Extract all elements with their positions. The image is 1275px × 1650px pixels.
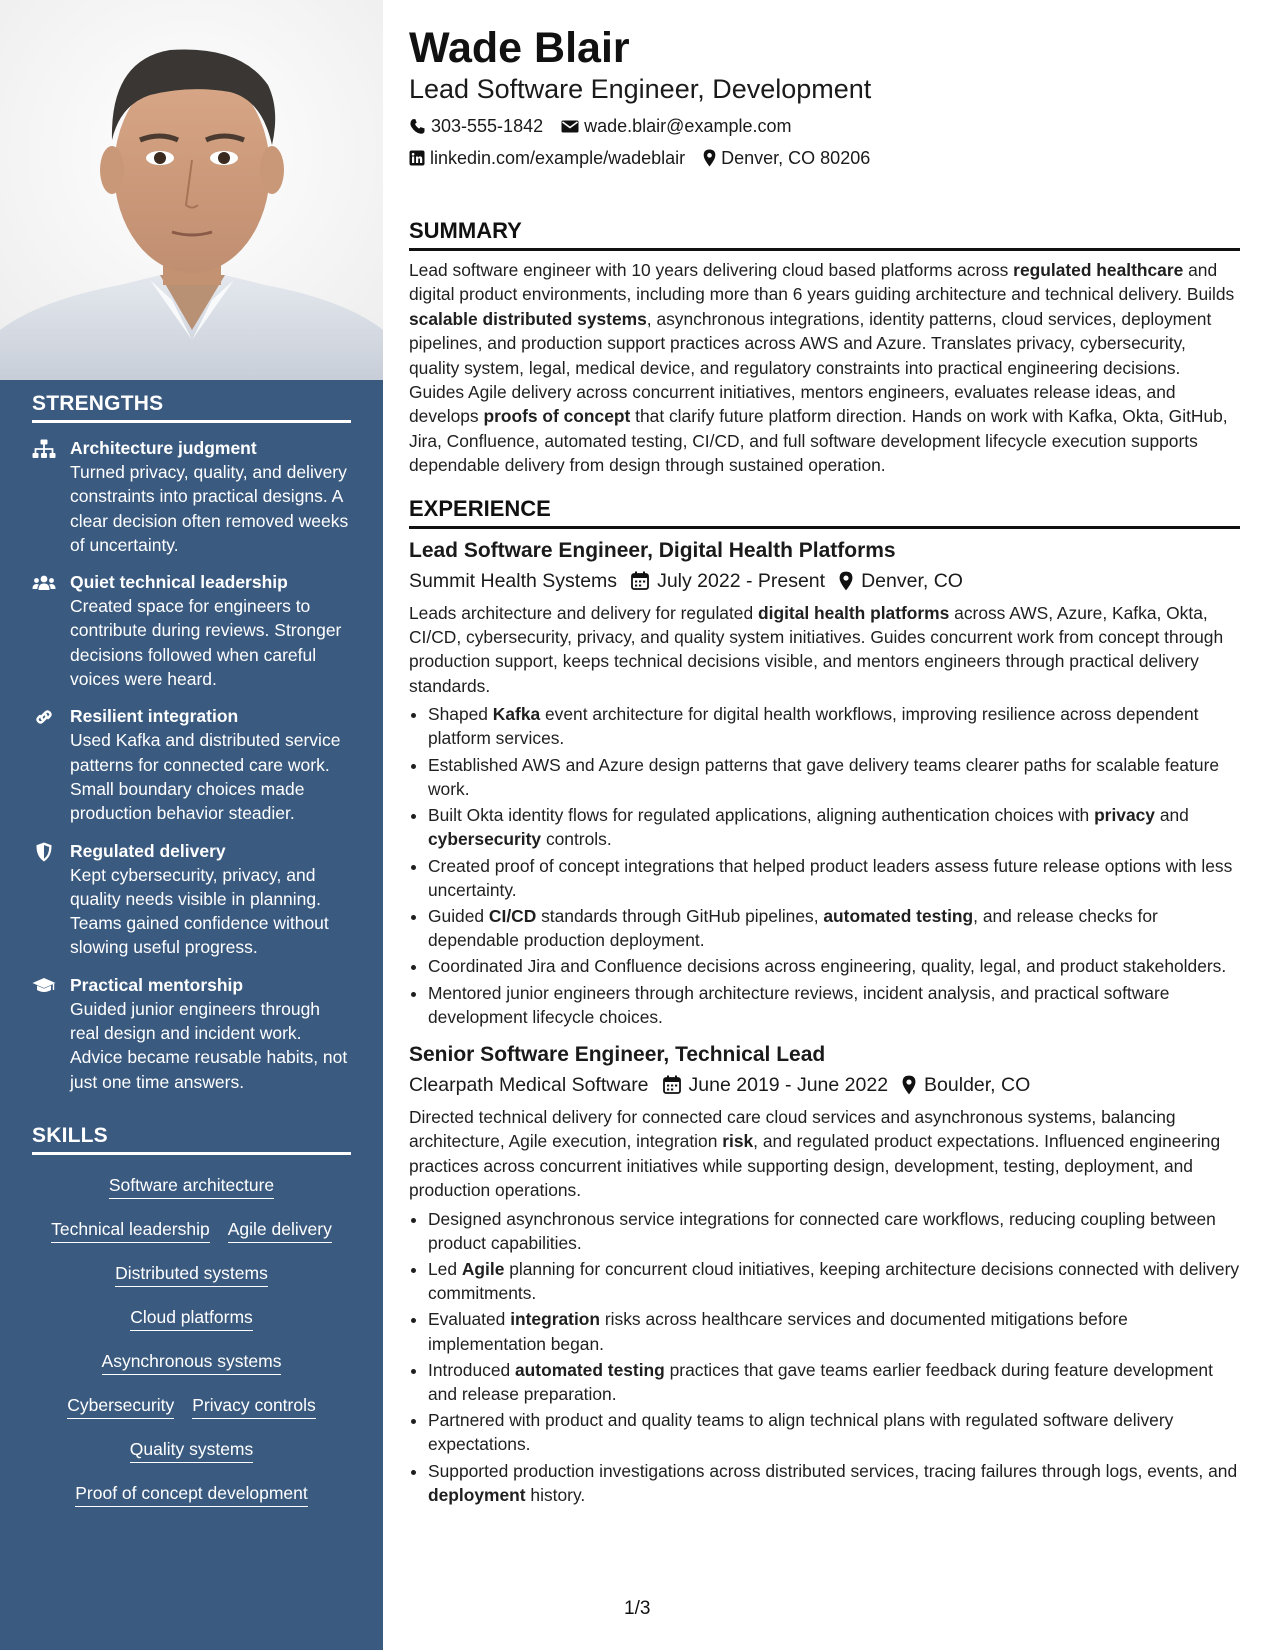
phone-contact[interactable] — [409, 114, 543, 138]
job-location-text: Boulder, CO — [924, 1073, 1031, 1096]
skill-row — [32, 1217, 351, 1243]
bold-phrase: automated testing — [515, 1359, 665, 1380]
strength-title: Resilient integration — [70, 706, 239, 727]
bullet-item — [428, 1408, 1240, 1456]
profile-photo — [0, 0, 383, 380]
text-run: event architecture for digital health workflows, improving resilience across dependent platform services. — [428, 704, 1199, 749]
text-run: Leads architecture and delivery for regulated — [409, 602, 758, 623]
bullet-item — [428, 1207, 1240, 1255]
bullet-item — [428, 1307, 1240, 1355]
job-meta — [409, 1071, 1240, 1099]
text-run: practices that gave teams earlier feedback during feature development and release preparation. — [428, 1359, 1213, 1404]
bullet-item — [428, 904, 1240, 952]
bullet-item — [428, 1257, 1240, 1305]
skill-tag: Cloud platforms — [130, 1305, 253, 1331]
bold-phrase: cybersecurity — [428, 829, 542, 850]
skill-tag: Proof of concept development — [75, 1481, 308, 1507]
strengths-list — [32, 437, 351, 1094]
skill-tag: Cybersecurity — [67, 1393, 174, 1419]
strength-description: Guided junior engineers through real design and incident work. Advice became reusable habits, not just one time answers. — [70, 998, 348, 1092]
contact-row-2 — [409, 146, 1240, 170]
sitemap-icon — [32, 439, 56, 459]
text-run: that clarify future platform direction. Hands on work with Kafka, Okta, GitHub, Jira, Confluence, automated testing, CI/CD, and full software development lifecycle execution supports dependable delivery from design through sustained operation. — [409, 406, 1228, 476]
text-run: Supported production investigations across distributed services, tracing failures through logs, events, and — [428, 1460, 1238, 1481]
graduation-cap-icon — [32, 976, 56, 996]
bold-phrase: risk — [722, 1131, 754, 1152]
text-run: Introduced — [428, 1359, 516, 1380]
strength-item — [32, 571, 351, 691]
text-run: Shaped — [428, 704, 493, 725]
strengths-section — [32, 392, 351, 1094]
company-name: Summit Health Systems — [409, 569, 618, 592]
job-entry — [409, 1041, 1240, 1507]
users-icon — [32, 573, 56, 593]
text-run: across AWS, Azure, Kafka, Okta, CI/CD, cybersecurity, privacy, and quality system initiatives. Guides concurrent work from concept through production support, keeps technical decisions visible, and mentors engineers through practical delivery standards. — [409, 602, 1224, 696]
skill-tag: Asynchronous systems — [102, 1349, 282, 1375]
job-location — [839, 567, 963, 595]
text-run: and — [1154, 805, 1189, 826]
linkedin-contact[interactable] — [409, 146, 685, 170]
text-run: Evaluated — [428, 1309, 511, 1330]
skill-tag: Privacy controls — [192, 1393, 316, 1419]
page-number: 1/3 — [624, 1598, 651, 1619]
skill-row — [32, 1305, 351, 1331]
bullet-item — [428, 854, 1240, 902]
job-title: Senior Software Engineer, Technical Lead — [409, 1042, 826, 1066]
text-run: Led — [428, 1258, 462, 1279]
map-pin-icon — [902, 1075, 916, 1095]
bold-phrase: CI/CD — [488, 905, 537, 926]
bold-phrase: automated testing — [823, 905, 974, 926]
bold-phrase: regulated healthcare — [1013, 260, 1184, 280]
bullet-item — [428, 954, 1240, 978]
job-bullets — [409, 702, 1240, 1029]
strength-title: Practical mentorship — [70, 974, 244, 995]
job-meta — [409, 567, 1240, 595]
strength-description: Turned privacy, quality, and delivery constraints into practical designs. A clear decision often removed weeks of uncertainty. — [70, 462, 349, 555]
text-run: Partnered with product and quality teams to align technical plans with regulated software delivery expectations. — [428, 1410, 1174, 1455]
text-run: history. — [525, 1484, 586, 1505]
contact-row-1 — [409, 114, 1240, 138]
email-contact[interactable] — [561, 114, 791, 138]
calendar-icon — [631, 571, 649, 590]
bold-phrase: Agile — [461, 1258, 505, 1279]
job-title: Lead Software Engineer, Digital Health Platforms — [409, 538, 896, 562]
strength-item — [32, 840, 351, 960]
text-run: , asynchronous integrations, identity patterns, cloud services, deployment pipelines, and production support practices across AWS and Azure. Translates privacy, cybersecurity, quality system, legal, medical device, and regulatory constraints into practical engineering decisions. Guides Agile delivery across concurrent initiatives, mentors engineers, evaluates release ideas, and develops — [409, 308, 1212, 427]
text-run: Lead software engineer with 10 years delivering cloud based platforms across — [409, 260, 1014, 280]
strength-item — [32, 437, 351, 557]
sidebar — [0, 0, 383, 1650]
skills-section — [32, 1124, 351, 1507]
summary-title: SUMMARY — [409, 218, 1240, 251]
summary-section — [409, 218, 1240, 478]
strengths-title: STRENGTHS — [32, 392, 351, 423]
text-run: , and regulated product expectations. Influenced engineering practices across concurrent initiatives while supporting design, development, testing, deployment, and production operations. — [409, 1131, 1221, 1201]
jobs-list — [409, 537, 1240, 1507]
company-name: Clearpath Medical Software — [409, 1073, 649, 1096]
bold-phrase: scalable distributed systems — [409, 308, 647, 329]
job-dates — [663, 1071, 889, 1099]
text-run: Directed technical delivery for connected care cloud services and asynchronous systems, balancing architecture, Agile execution, integration — [409, 1106, 1176, 1152]
strength-title: Quiet technical leadership — [70, 572, 288, 593]
text-run: planning for concurrent cloud initiatives, keeping architecture decisions connected with delivery commitments. — [428, 1258, 1240, 1304]
bullet-item — [428, 981, 1240, 1029]
skill-tag: Quality systems — [130, 1437, 254, 1463]
summary-text — [409, 258, 1240, 478]
map-pin-icon — [839, 571, 853, 591]
strength-title: Architecture judgment — [70, 438, 257, 458]
bold-phrase: proofs of concept — [483, 406, 631, 427]
calendar-icon — [663, 1075, 681, 1094]
bullet-item — [428, 1358, 1240, 1406]
shield-icon — [32, 842, 56, 862]
map-pin-icon — [703, 149, 716, 167]
text-run: Established AWS and Azure design patterns that gave delivery teams clearer paths for scalable feature work. — [428, 754, 1220, 799]
strength-item — [32, 974, 351, 1094]
candidate-headline: Lead Software Engineer, Development — [409, 74, 872, 104]
linkedin-text: linkedin.com/example/wadeblair — [430, 148, 686, 168]
text-run: Built Okta identity flows for regulated applications, aligning authentication choices with — [428, 805, 1095, 826]
bold-phrase: digital health platforms — [758, 602, 950, 623]
skill-tag: Software architecture — [109, 1173, 274, 1199]
experience-section — [409, 496, 1240, 1507]
strength-description: Used Kafka and distributed service patterns for connected care work. Small boundary choices made production behavior steadier. — [70, 730, 341, 824]
linkedin-icon — [409, 150, 425, 166]
bold-phrase: integration — [510, 1309, 601, 1330]
text-run: Designed asynchronous service integrations for connected care workflows, reducing coupling between product capabilities. — [428, 1208, 1216, 1253]
job-dates-text: July 2022 - Present — [657, 569, 826, 592]
bold-phrase: deployment — [428, 1484, 526, 1505]
skill-tag: Technical leadership — [51, 1217, 210, 1243]
text-run: Mentored junior engineers through architecture reviews, incident analysis, and practical software development lifecycle choices. — [428, 982, 1170, 1027]
text-run: Guided — [428, 905, 489, 926]
candidate-name: Wade Blair — [409, 24, 630, 72]
job-summary — [409, 601, 1240, 699]
skill-row — [32, 1393, 351, 1419]
skill-row — [32, 1437, 351, 1463]
skills-title: SKILLS — [32, 1124, 351, 1155]
text-run: risks across healthcare services and documented mitigations before implementation began. — [428, 1309, 1128, 1354]
bullet-item — [428, 702, 1240, 750]
portrait-image — [0, 0, 383, 380]
skill-row — [32, 1481, 351, 1507]
skill-row — [32, 1173, 351, 1199]
job-summary — [409, 1105, 1240, 1203]
text-run: controls. — [541, 829, 612, 850]
job-bullets — [409, 1207, 1240, 1507]
location-text: Denver, CO 80206 — [721, 148, 871, 168]
strength-description: Created space for engineers to contribute during reviews. Stronger decisions followed when careful voices were heard. — [70, 596, 342, 690]
bullet-item — [428, 1459, 1240, 1507]
job-dates-text: June 2019 - June 2022 — [688, 1073, 889, 1096]
text-run: Created proof of concept integrations that helped product leaders assess future release options with less uncertainty. — [428, 855, 1233, 900]
skill-row — [32, 1349, 351, 1375]
text-run: standards through GitHub pipelines, — [536, 905, 824, 926]
skill-tag: Agile delivery — [228, 1217, 332, 1243]
skills-list — [32, 1173, 351, 1507]
phone-text: 303-555-1842 — [431, 116, 544, 136]
job-entry — [409, 537, 1240, 1029]
strength-title: Regulated delivery — [70, 840, 226, 861]
bullet-item — [428, 803, 1240, 851]
bold-phrase: Kafka — [492, 704, 541, 725]
strength-description: Kept cybersecurity, privacy, and quality needs visible in planning. Teams gained confidence without slowing useful progress. — [70, 864, 329, 958]
text-run: , and release checks for dependable production deployment. — [428, 905, 1158, 951]
strength-item — [32, 705, 351, 825]
job-dates — [631, 567, 825, 595]
email-text: wade.blair@example.com — [584, 116, 792, 136]
text-run: Coordinated Jira and Confluence decisions across engineering, quality, legal, and product stakeholders. — [428, 956, 1227, 977]
experience-title: EXPERIENCE — [409, 496, 1240, 529]
main-content — [409, 0, 1240, 1509]
skill-row — [32, 1261, 351, 1287]
job-location — [902, 1071, 1030, 1099]
skill-tag: Distributed systems — [115, 1261, 268, 1287]
text-run: and digital product environments, including more than 6 years guiding architecture and technical delivery. Builds — [409, 260, 1235, 305]
bold-phrase: privacy — [1094, 805, 1155, 826]
location-contact — [703, 146, 870, 170]
bullet-item — [428, 753, 1240, 801]
job-location-text: Denver, CO — [861, 569, 963, 592]
phone-icon — [409, 118, 426, 135]
envelope-icon — [561, 119, 579, 134]
link-icon — [32, 707, 56, 727]
